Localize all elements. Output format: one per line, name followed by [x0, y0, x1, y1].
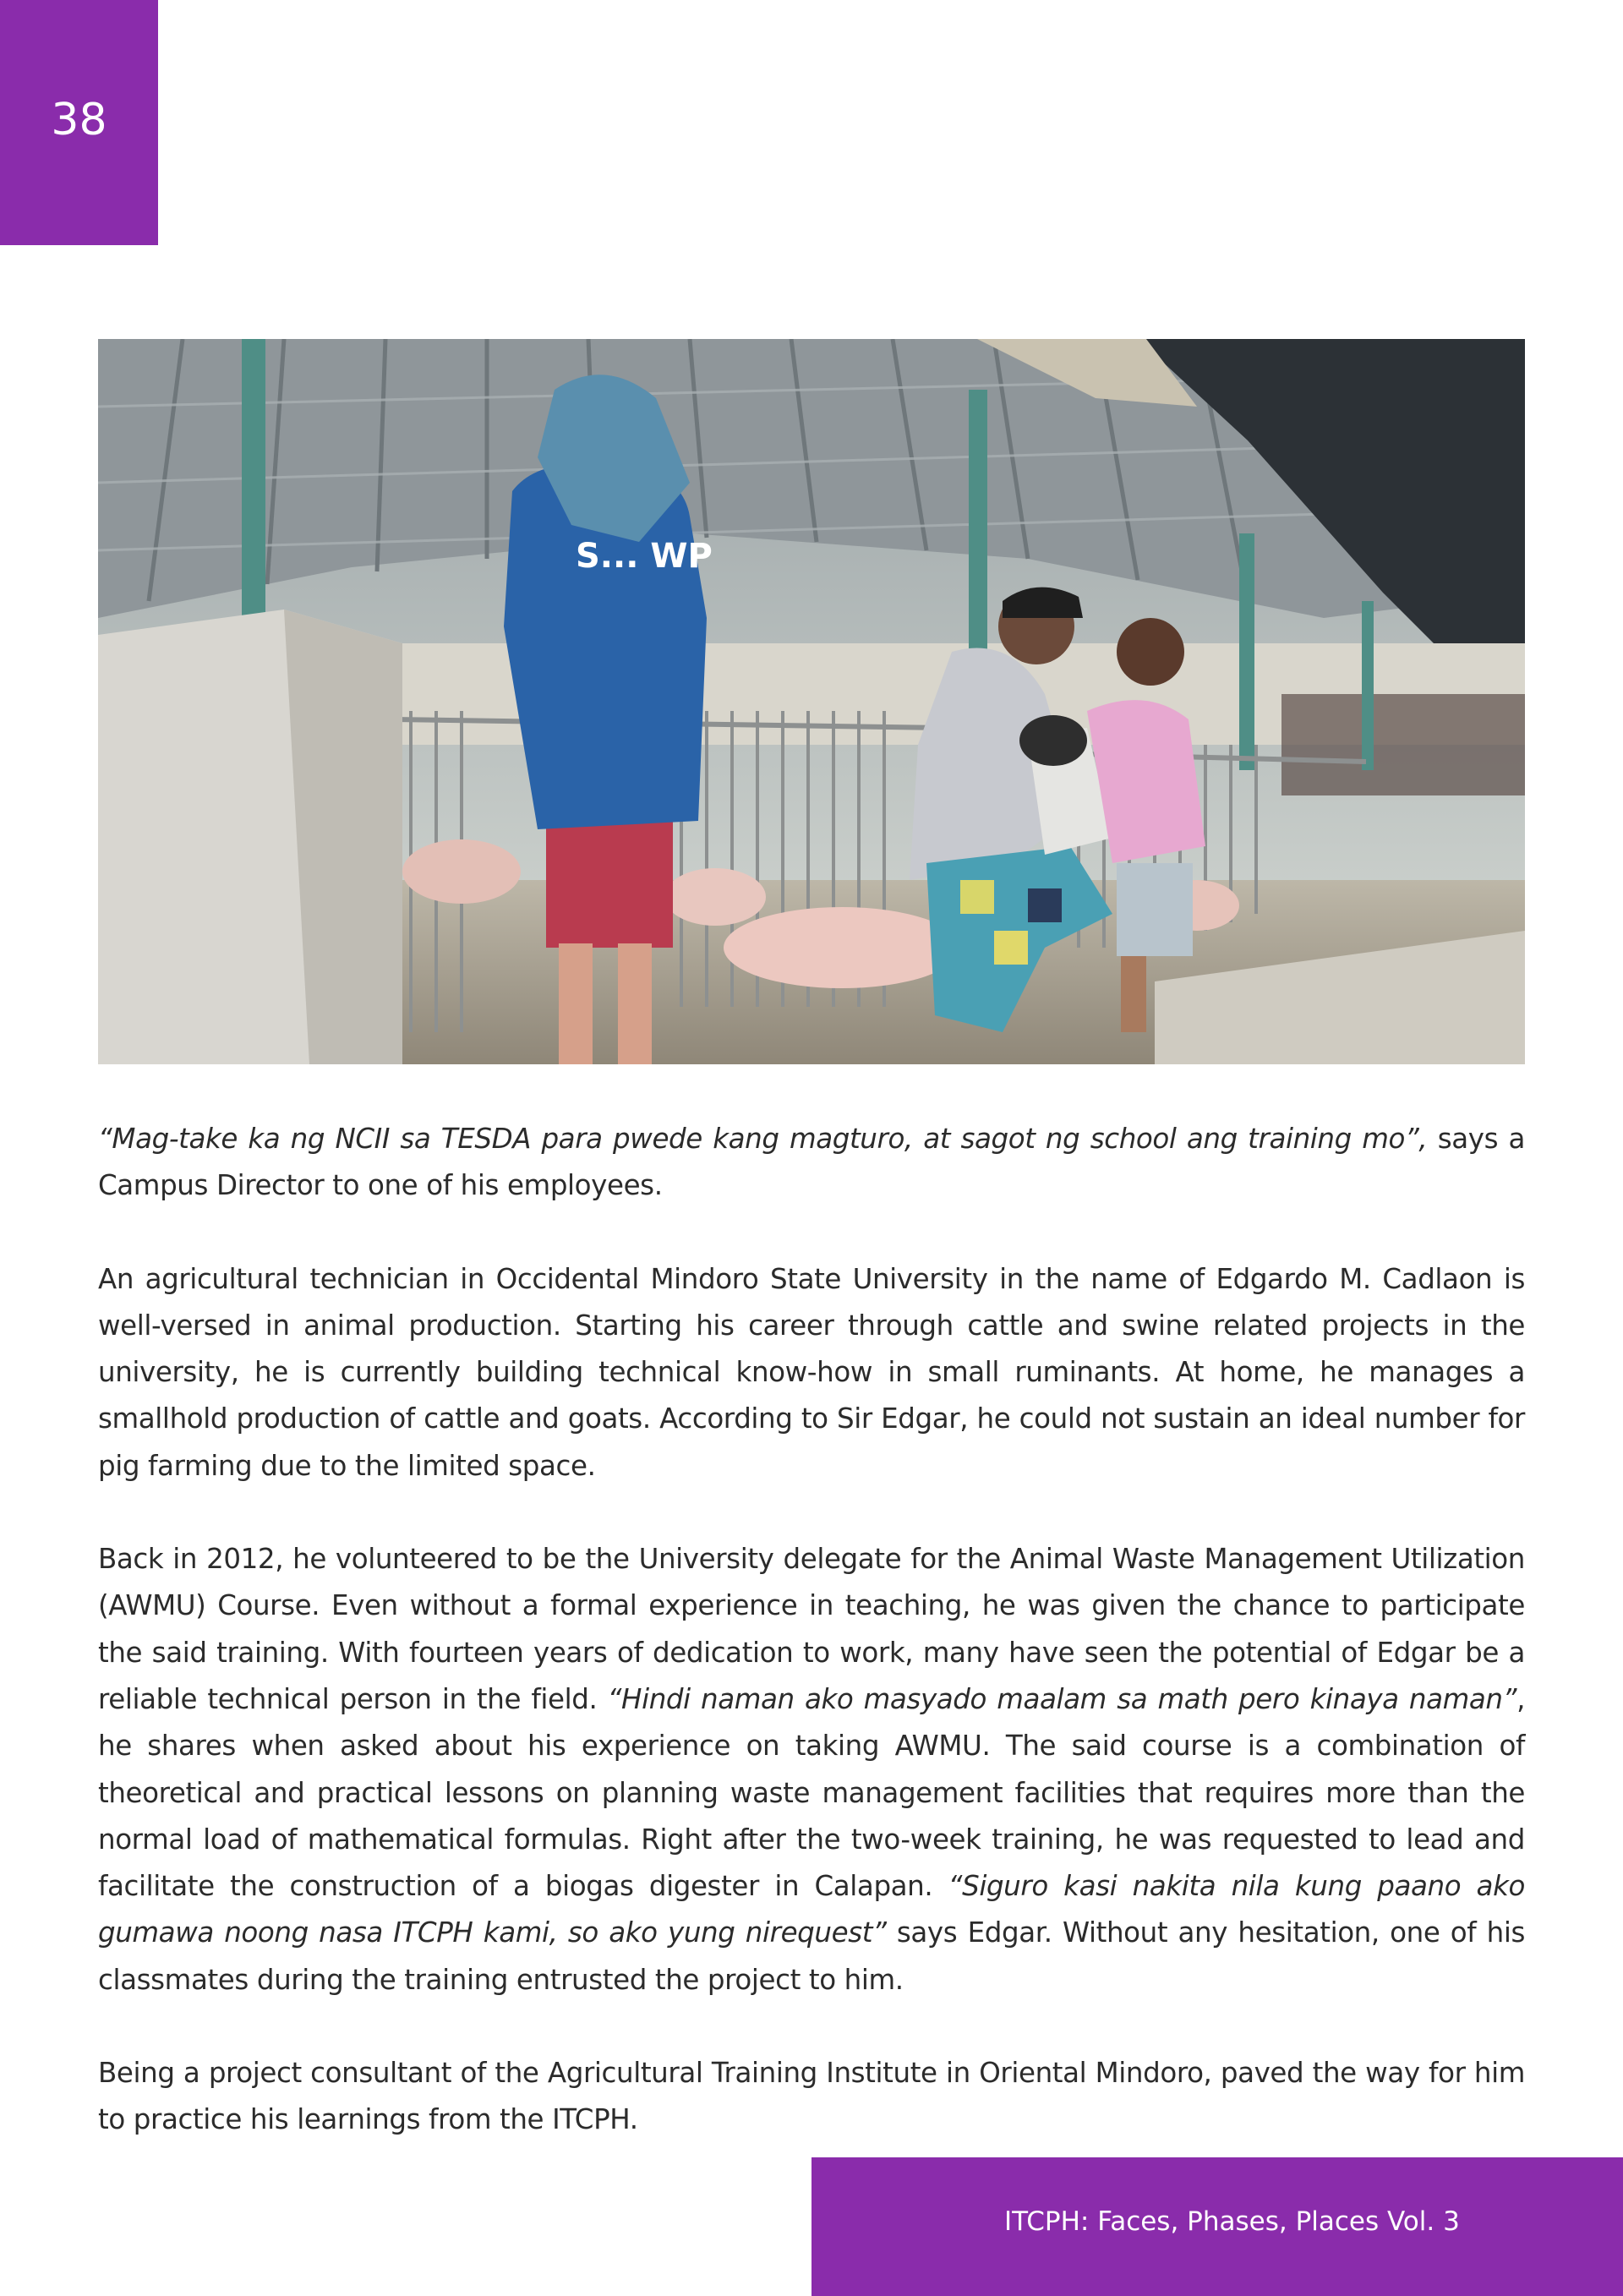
shirt-print: S... WP — [576, 537, 713, 576]
paragraph-3: Back in 2012, he volunteered to be the University delegate for the Animal Waste Management Utilization (AWMU) Course. Even without a formal experience in teaching, he was given the chance to participate the said training. With fourteen years of dedication to work, many have seen the potential of Edgar be a reliable technical person in the field. “Hindi naman ako masyado maalam sa math pero kinaya naman”, he shares when asked about his experience on taking AWMU. The said course is a combination of theoretical and practical lessons on planning waste management facilities that requires more than the normal load of mathematical formulas. Right after the two-week training, he was requested to lead and facilitate the construction of a biogas digester in Calapan. “Siguro kasi nakita nila kung paano ako gumawa noong nasa ITCPH kami, so ako yung nirequest” says Edgar. Without any hesitation, one of his classmates during the training entrusted the project to him. — [98, 1543, 1525, 1996]
footer-band — [812, 2157, 1623, 2296]
quote-itcph: “Siguro kasi nakita nila kung paano ako gumawa noong nasa ITCPH kami, so ako yung nirequest” — [98, 1870, 1525, 1949]
article-body — [98, 1116, 1525, 2190]
quote-math: “Hindi naman ako masyado maalam sa math pero kinaya naman” — [607, 1682, 1517, 1715]
paragraph-1: “Mag-take ka ng NCII sa TESDA para pwede kang magturo, at sagot ng school ang training mo”, says a Campus Director to one of his employees. — [98, 1123, 1525, 1202]
paragraph-4: Being a project consultant of the Agricultural Training Institute in Oriental Mindoro, paved the way for him to practice his learnings from the ITCPH. — [98, 2057, 1525, 2136]
photo-pig-pen — [98, 339, 1525, 1064]
paragraph-2: An agricultural technician in Occidental Mindoro State University in the name of Edgardo M. Cadlaon is well-versed in animal production. Starting his career through cattle and swine related projects in the university, he is currently building technical know-how in small ruminants. At home, he manages a smallhold production of cattle and goats. According to Sir Edgar, he could not sustain an ideal number for pig farming due to the limited space. — [98, 1262, 1525, 1482]
page-number: 38 — [51, 95, 107, 145]
footer-title: ITCPH: Faces, Phases, Places Vol. 3 — [1004, 2206, 1460, 2237]
quote-campus-director: “Mag-take ka ng NCII sa TESDA para pwede kang magturo, at sagot ng school ang training mo”, — [98, 1123, 1428, 1155]
page-number-tab — [0, 0, 158, 245]
